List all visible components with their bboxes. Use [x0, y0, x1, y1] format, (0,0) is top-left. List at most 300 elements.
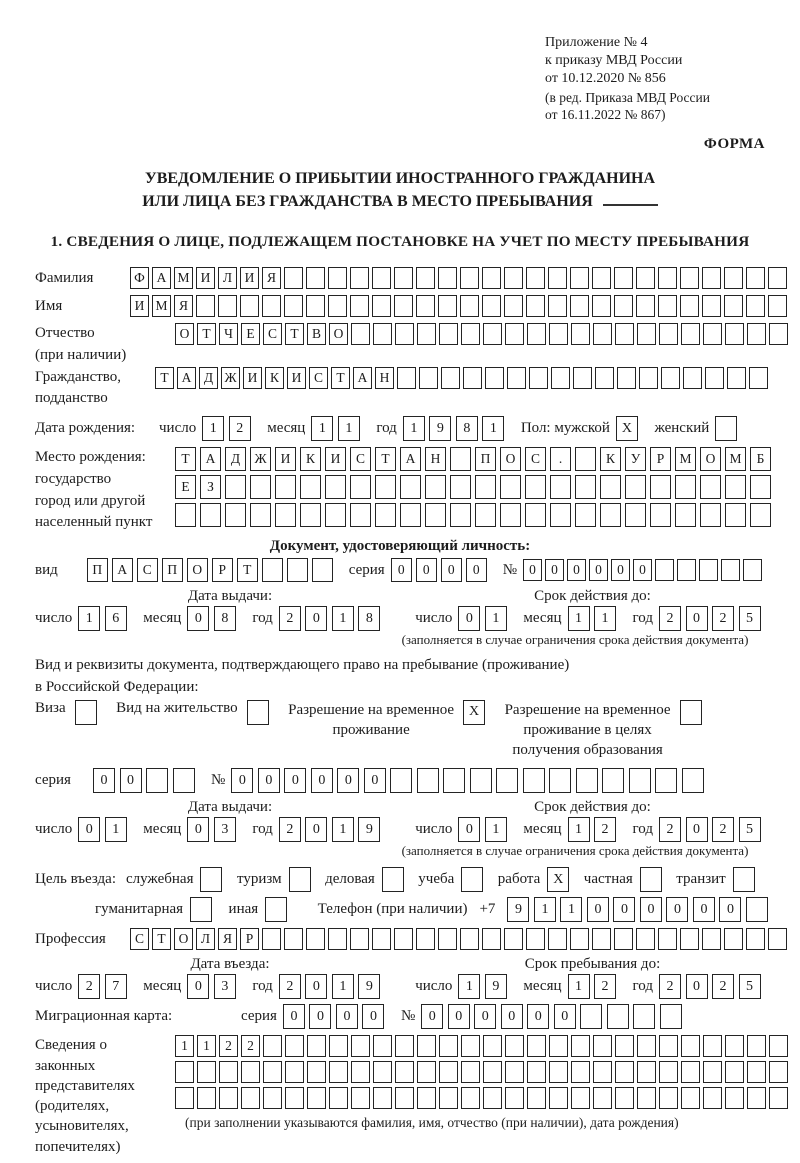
char-cell[interactable] — [747, 1087, 766, 1109]
char-cell[interactable] — [475, 475, 496, 499]
char-cell[interactable]: И — [275, 447, 296, 471]
char-cell[interactable] — [615, 1061, 634, 1083]
char-cell[interactable] — [639, 367, 658, 389]
char-cell[interactable]: 0 — [284, 768, 306, 793]
char-cell[interactable]: 5 — [739, 606, 761, 631]
char-cell[interactable]: 0 — [527, 1004, 549, 1029]
char-cell[interactable] — [419, 367, 438, 389]
char-cell[interactable] — [658, 295, 677, 317]
char-cell[interactable] — [247, 700, 269, 725]
char-cell[interactable] — [400, 503, 421, 527]
char-cell[interactable] — [416, 928, 435, 950]
char-cell[interactable]: М — [675, 447, 696, 471]
char-cell[interactable] — [724, 267, 743, 289]
char-cell[interactable] — [307, 1087, 326, 1109]
char-cell[interactable]: 2 — [229, 416, 251, 441]
char-cell[interactable] — [593, 1061, 612, 1083]
char-cell[interactable] — [659, 1087, 678, 1109]
char-cell[interactable] — [438, 267, 457, 289]
char-cell[interactable] — [485, 367, 504, 389]
char-cell[interactable] — [397, 367, 416, 389]
char-cell[interactable]: 1 — [338, 416, 360, 441]
char-cell[interactable] — [658, 928, 677, 950]
char-cell[interactable] — [470, 768, 492, 793]
char-cell[interactable] — [682, 768, 704, 793]
char-cell[interactable]: X — [616, 416, 638, 441]
char-cell[interactable] — [275, 475, 296, 499]
char-cell[interactable]: 0 — [589, 559, 608, 581]
char-cell[interactable] — [747, 323, 766, 345]
char-cell[interactable] — [175, 1087, 194, 1109]
char-cell[interactable]: И — [130, 295, 149, 317]
char-cell[interactable] — [637, 1035, 656, 1057]
char-cell[interactable] — [284, 295, 303, 317]
char-cell[interactable]: 1 — [458, 974, 480, 999]
char-cell[interactable]: О — [500, 447, 521, 471]
char-cell[interactable]: 2 — [712, 606, 734, 631]
char-cell[interactable] — [250, 475, 271, 499]
char-cell[interactable] — [375, 503, 396, 527]
char-cell[interactable]: Б — [750, 447, 771, 471]
char-cell[interactable]: Ф — [130, 267, 149, 289]
char-cell[interactable] — [680, 928, 699, 950]
char-cell[interactable] — [284, 267, 303, 289]
char-cell[interactable] — [727, 367, 746, 389]
char-cell[interactable] — [527, 1061, 546, 1083]
char-cell[interactable] — [351, 1061, 370, 1083]
char-cell[interactable] — [394, 267, 413, 289]
char-cell[interactable] — [483, 1061, 502, 1083]
char-cell[interactable] — [225, 475, 246, 499]
char-cell[interactable] — [615, 323, 634, 345]
char-cell[interactable]: С — [309, 367, 328, 389]
char-cell[interactable] — [475, 503, 496, 527]
char-cell[interactable] — [769, 323, 788, 345]
char-cell[interactable] — [306, 267, 325, 289]
char-cell[interactable] — [263, 1087, 282, 1109]
char-cell[interactable] — [570, 295, 589, 317]
char-cell[interactable] — [275, 503, 296, 527]
char-cell[interactable] — [527, 1087, 546, 1109]
char-cell[interactable]: 3 — [214, 974, 236, 999]
char-cell[interactable]: 1 — [197, 1035, 216, 1057]
char-cell[interactable] — [715, 416, 737, 441]
char-cell[interactable] — [263, 1061, 282, 1083]
char-cell[interactable]: И — [325, 447, 346, 471]
char-cell[interactable]: 1 — [78, 606, 100, 631]
char-cell[interactable] — [614, 928, 633, 950]
char-cell[interactable] — [350, 475, 371, 499]
char-cell[interactable] — [461, 1035, 480, 1057]
char-cell[interactable] — [375, 475, 396, 499]
char-cell[interactable] — [699, 559, 718, 581]
char-cell[interactable] — [595, 367, 614, 389]
char-cell[interactable]: Т — [152, 928, 171, 950]
char-cell[interactable] — [625, 475, 646, 499]
char-cell[interactable] — [483, 323, 502, 345]
char-cell[interactable]: 0 — [686, 817, 708, 842]
char-cell[interactable] — [575, 503, 596, 527]
char-cell[interactable]: С — [263, 323, 282, 345]
char-cell[interactable]: В — [307, 323, 326, 345]
char-cell[interactable] — [482, 267, 501, 289]
char-cell[interactable] — [527, 1035, 546, 1057]
char-cell[interactable] — [461, 1061, 480, 1083]
char-cell[interactable] — [329, 1035, 348, 1057]
char-cell[interactable] — [197, 1087, 216, 1109]
char-cell[interactable] — [306, 928, 325, 950]
char-cell[interactable] — [328, 295, 347, 317]
char-cell[interactable]: П — [87, 558, 108, 582]
char-cell[interactable] — [725, 323, 744, 345]
char-cell[interactable] — [659, 1061, 678, 1083]
char-cell[interactable] — [658, 267, 677, 289]
char-cell[interactable] — [505, 1087, 524, 1109]
char-cell[interactable] — [548, 928, 567, 950]
char-cell[interactable] — [746, 897, 768, 922]
char-cell[interactable]: 2 — [241, 1035, 260, 1057]
char-cell[interactable]: Т — [237, 558, 258, 582]
char-cell[interactable] — [615, 1035, 634, 1057]
char-cell[interactable] — [640, 867, 662, 892]
char-cell[interactable] — [173, 768, 195, 793]
char-cell[interactable]: Я — [262, 267, 281, 289]
char-cell[interactable] — [526, 928, 545, 950]
char-cell[interactable]: 0 — [567, 559, 586, 581]
char-cell[interactable] — [600, 503, 621, 527]
char-cell[interactable]: 0 — [686, 974, 708, 999]
char-cell[interactable]: 0 — [391, 558, 412, 582]
char-cell[interactable] — [394, 928, 413, 950]
char-cell[interactable] — [394, 295, 413, 317]
char-cell[interactable]: Т — [375, 447, 396, 471]
char-cell[interactable] — [200, 503, 221, 527]
char-cell[interactable] — [702, 295, 721, 317]
char-cell[interactable] — [504, 928, 523, 950]
char-cell[interactable] — [749, 367, 768, 389]
char-cell[interactable] — [571, 1061, 590, 1083]
char-cell[interactable]: Л — [196, 928, 215, 950]
char-cell[interactable] — [570, 267, 589, 289]
char-cell[interactable]: 1 — [202, 416, 224, 441]
char-cell[interactable]: Т — [285, 323, 304, 345]
char-cell[interactable] — [702, 928, 721, 950]
char-cell[interactable] — [571, 1035, 590, 1057]
char-cell[interactable] — [482, 928, 501, 950]
char-cell[interactable]: К — [265, 367, 284, 389]
char-cell[interactable]: Л — [218, 267, 237, 289]
char-cell[interactable]: 1 — [568, 974, 590, 999]
char-cell[interactable] — [680, 700, 702, 725]
char-cell[interactable]: Р — [650, 447, 671, 471]
char-cell[interactable] — [550, 475, 571, 499]
char-cell[interactable]: О — [329, 323, 348, 345]
char-cell[interactable] — [218, 295, 237, 317]
char-cell[interactable] — [395, 323, 414, 345]
char-cell[interactable]: И — [196, 267, 215, 289]
char-cell[interactable]: 0 — [523, 559, 542, 581]
char-cell[interactable]: 0 — [554, 1004, 576, 1029]
char-cell[interactable]: 8 — [358, 606, 380, 631]
char-cell[interactable] — [746, 295, 765, 317]
char-cell[interactable]: . — [550, 447, 571, 471]
char-cell[interactable] — [602, 768, 624, 793]
char-cell[interactable] — [526, 267, 545, 289]
char-cell[interactable]: 1 — [175, 1035, 194, 1057]
char-cell[interactable]: 0 — [458, 817, 480, 842]
char-cell[interactable]: 0 — [448, 1004, 470, 1029]
char-cell[interactable] — [592, 267, 611, 289]
char-cell[interactable] — [529, 367, 548, 389]
char-cell[interactable] — [450, 447, 471, 471]
char-cell[interactable] — [615, 1087, 634, 1109]
char-cell[interactable]: 0 — [458, 606, 480, 631]
char-cell[interactable] — [593, 323, 612, 345]
char-cell[interactable]: С — [525, 447, 546, 471]
char-cell[interactable] — [681, 1087, 700, 1109]
char-cell[interactable] — [614, 267, 633, 289]
char-cell[interactable] — [225, 503, 246, 527]
char-cell[interactable] — [240, 295, 259, 317]
char-cell[interactable]: Н — [425, 447, 446, 471]
char-cell[interactable] — [439, 323, 458, 345]
char-cell[interactable]: А — [353, 367, 372, 389]
char-cell[interactable]: 0 — [640, 897, 662, 922]
char-cell[interactable] — [592, 295, 611, 317]
char-cell[interactable]: 1 — [403, 416, 425, 441]
char-cell[interactable] — [146, 768, 168, 793]
char-cell[interactable] — [721, 559, 740, 581]
char-cell[interactable] — [725, 475, 746, 499]
char-cell[interactable] — [680, 267, 699, 289]
char-cell[interactable] — [636, 267, 655, 289]
char-cell[interactable]: 9 — [485, 974, 507, 999]
char-cell[interactable] — [526, 295, 545, 317]
char-cell[interactable] — [527, 323, 546, 345]
char-cell[interactable] — [677, 559, 696, 581]
char-cell[interactable] — [219, 1061, 238, 1083]
char-cell[interactable] — [614, 295, 633, 317]
char-cell[interactable]: 0 — [633, 559, 652, 581]
char-cell[interactable] — [329, 1087, 348, 1109]
char-cell[interactable] — [439, 1087, 458, 1109]
char-cell[interactable] — [351, 1087, 370, 1109]
char-cell[interactable] — [395, 1087, 414, 1109]
char-cell[interactable]: 0 — [309, 1004, 331, 1029]
char-cell[interactable] — [284, 928, 303, 950]
char-cell[interactable] — [725, 503, 746, 527]
char-cell[interactable] — [190, 897, 212, 922]
char-cell[interactable] — [570, 928, 589, 950]
char-cell[interactable] — [500, 503, 521, 527]
char-cell[interactable] — [607, 1004, 629, 1029]
char-cell[interactable] — [551, 367, 570, 389]
char-cell[interactable] — [659, 1035, 678, 1057]
char-cell[interactable]: 0 — [93, 768, 115, 793]
char-cell[interactable] — [681, 1061, 700, 1083]
char-cell[interactable]: П — [475, 447, 496, 471]
char-cell[interactable] — [769, 1035, 788, 1057]
char-cell[interactable] — [573, 367, 592, 389]
char-cell[interactable]: X — [547, 867, 569, 892]
char-cell[interactable] — [463, 367, 482, 389]
char-cell[interactable]: У — [625, 447, 646, 471]
char-cell[interactable]: 0 — [501, 1004, 523, 1029]
char-cell[interactable]: А — [200, 447, 221, 471]
char-cell[interactable] — [241, 1061, 260, 1083]
char-cell[interactable] — [373, 1035, 392, 1057]
char-cell[interactable] — [768, 295, 787, 317]
char-cell[interactable] — [548, 295, 567, 317]
char-cell[interactable]: С — [130, 928, 149, 950]
char-cell[interactable] — [417, 1035, 436, 1057]
char-cell[interactable]: П — [162, 558, 183, 582]
char-cell[interactable]: Т — [175, 447, 196, 471]
char-cell[interactable]: 2 — [659, 817, 681, 842]
char-cell[interactable] — [637, 323, 656, 345]
char-cell[interactable]: 2 — [279, 606, 301, 631]
char-cell[interactable]: О — [174, 928, 193, 950]
char-cell[interactable]: 0 — [305, 606, 327, 631]
char-cell[interactable] — [548, 267, 567, 289]
char-cell[interactable] — [350, 295, 369, 317]
char-cell[interactable] — [351, 1035, 370, 1057]
char-cell[interactable] — [675, 503, 696, 527]
char-cell[interactable] — [655, 559, 674, 581]
char-cell[interactable] — [438, 295, 457, 317]
char-cell[interactable] — [675, 475, 696, 499]
char-cell[interactable]: 0 — [466, 558, 487, 582]
char-cell[interactable]: К — [300, 447, 321, 471]
char-cell[interactable] — [746, 267, 765, 289]
char-cell[interactable] — [328, 928, 347, 950]
char-cell[interactable] — [439, 1035, 458, 1057]
char-cell[interactable]: 1 — [560, 897, 582, 922]
char-cell[interactable] — [750, 503, 771, 527]
char-cell[interactable] — [425, 475, 446, 499]
char-cell[interactable] — [576, 768, 598, 793]
char-cell[interactable] — [461, 323, 480, 345]
char-cell[interactable]: Я — [174, 295, 193, 317]
char-cell[interactable] — [372, 295, 391, 317]
char-cell[interactable] — [443, 768, 465, 793]
char-cell[interactable] — [285, 1035, 304, 1057]
char-cell[interactable] — [650, 475, 671, 499]
char-cell[interactable]: А — [400, 447, 421, 471]
char-cell[interactable] — [461, 1087, 480, 1109]
char-cell[interactable]: 1 — [485, 606, 507, 631]
char-cell[interactable]: 1 — [332, 817, 354, 842]
char-cell[interactable] — [307, 1035, 326, 1057]
char-cell[interactable] — [600, 475, 621, 499]
char-cell[interactable] — [593, 1035, 612, 1057]
char-cell[interactable]: 0 — [187, 974, 209, 999]
char-cell[interactable]: 0 — [545, 559, 564, 581]
char-cell[interactable]: Д — [199, 367, 218, 389]
char-cell[interactable]: 9 — [507, 897, 529, 922]
char-cell[interactable] — [681, 1035, 700, 1057]
char-cell[interactable]: 9 — [358, 817, 380, 842]
char-cell[interactable] — [747, 1061, 766, 1083]
char-cell[interactable] — [300, 475, 321, 499]
char-cell[interactable] — [703, 1087, 722, 1109]
char-cell[interactable]: 5 — [739, 974, 761, 999]
char-cell[interactable]: Е — [241, 323, 260, 345]
char-cell[interactable] — [219, 1087, 238, 1109]
char-cell[interactable]: 0 — [258, 768, 280, 793]
char-cell[interactable]: М — [152, 295, 171, 317]
char-cell[interactable] — [725, 1061, 744, 1083]
char-cell[interactable]: 2 — [219, 1035, 238, 1057]
char-cell[interactable] — [525, 503, 546, 527]
char-cell[interactable]: И — [243, 367, 262, 389]
char-cell[interactable] — [700, 503, 721, 527]
char-cell[interactable] — [461, 867, 483, 892]
char-cell[interactable] — [703, 1061, 722, 1083]
char-cell[interactable]: 1 — [105, 817, 127, 842]
char-cell[interactable] — [372, 267, 391, 289]
char-cell[interactable] — [416, 295, 435, 317]
char-cell[interactable]: 2 — [78, 974, 100, 999]
char-cell[interactable]: 0 — [120, 768, 142, 793]
char-cell[interactable] — [496, 768, 518, 793]
char-cell[interactable]: Р — [240, 928, 259, 950]
char-cell[interactable] — [306, 295, 325, 317]
char-cell[interactable]: З — [200, 475, 221, 499]
char-cell[interactable]: 0 — [231, 768, 253, 793]
char-cell[interactable]: 1 — [332, 606, 354, 631]
char-cell[interactable]: 2 — [594, 817, 616, 842]
char-cell[interactable] — [395, 1061, 414, 1083]
char-cell[interactable] — [575, 475, 596, 499]
char-cell[interactable]: 3 — [214, 817, 236, 842]
char-cell[interactable] — [373, 1087, 392, 1109]
char-cell[interactable]: С — [350, 447, 371, 471]
char-cell[interactable] — [592, 928, 611, 950]
char-cell[interactable] — [507, 367, 526, 389]
char-cell[interactable]: 0 — [441, 558, 462, 582]
char-cell[interactable] — [575, 447, 596, 471]
char-cell[interactable] — [705, 367, 724, 389]
char-cell[interactable] — [523, 768, 545, 793]
char-cell[interactable] — [747, 1035, 766, 1057]
char-cell[interactable] — [725, 1035, 744, 1057]
char-cell[interactable]: А — [112, 558, 133, 582]
char-cell[interactable]: 1 — [482, 416, 504, 441]
char-cell[interactable] — [250, 503, 271, 527]
char-cell[interactable] — [196, 295, 215, 317]
char-cell[interactable] — [505, 1061, 524, 1083]
char-cell[interactable]: О — [187, 558, 208, 582]
char-cell[interactable] — [312, 558, 333, 582]
char-cell[interactable] — [287, 558, 308, 582]
char-cell[interactable]: 2 — [594, 974, 616, 999]
char-cell[interactable] — [683, 367, 702, 389]
char-cell[interactable]: 9 — [358, 974, 380, 999]
char-cell[interactable] — [571, 1087, 590, 1109]
char-cell[interactable] — [262, 928, 281, 950]
char-cell[interactable] — [660, 1004, 682, 1029]
char-cell[interactable]: 0 — [693, 897, 715, 922]
char-cell[interactable] — [482, 295, 501, 317]
char-cell[interactable] — [725, 1087, 744, 1109]
char-cell[interactable]: 0 — [337, 768, 359, 793]
char-cell[interactable] — [625, 503, 646, 527]
char-cell[interactable] — [505, 1035, 524, 1057]
char-cell[interactable] — [743, 559, 762, 581]
char-cell[interactable] — [262, 558, 283, 582]
char-cell[interactable] — [350, 503, 371, 527]
